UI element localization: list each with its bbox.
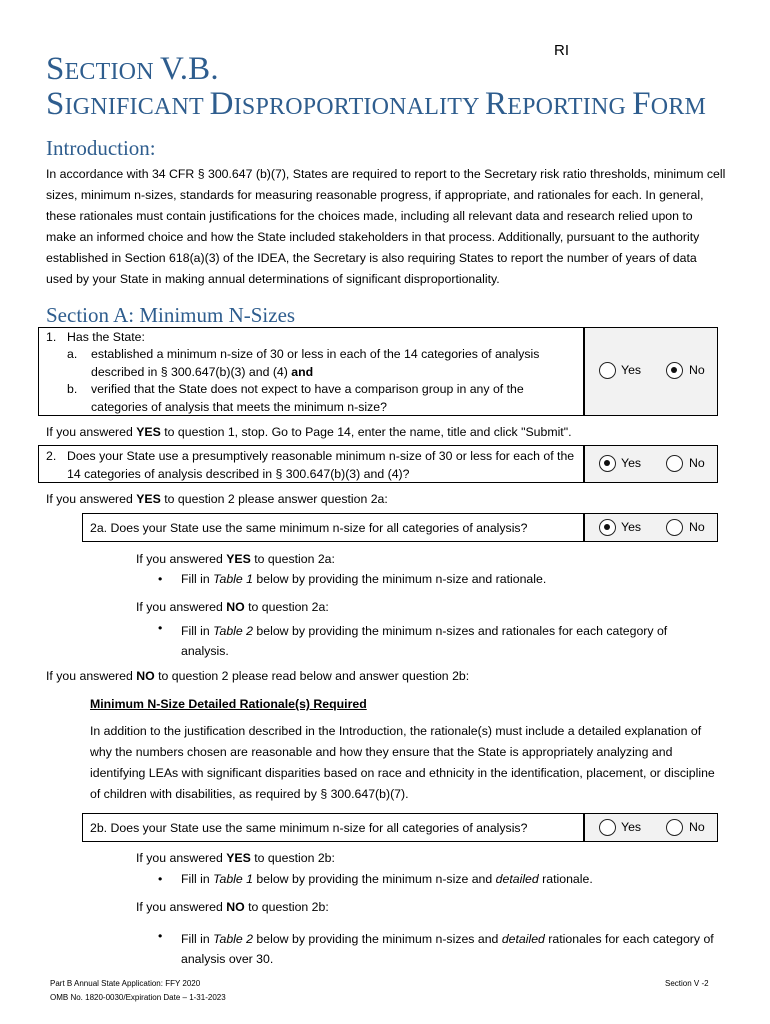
q1-yes-label: Yes — [621, 363, 642, 377]
q2b-no-instruction: If you answered NO to question 2b: — [136, 900, 329, 914]
intro-heading: Introduction: — [46, 136, 156, 160]
q2a-text: 2a. Does your State use the same minimum n-size for all categories of analysis? — [90, 521, 528, 535]
q2b-yes-bullet: Fill in Table 1 below by providing the minimum n-size and detailed rationale. — [181, 872, 593, 886]
q2-no-label: No — [689, 456, 705, 470]
q2-number: 2. — [46, 449, 57, 463]
page-title-line2: SIGNIFICANT DISPROPORTIONALITY REPORTING FORM — [46, 86, 707, 122]
question-2a-box — [82, 513, 718, 542]
rationale-body: In addition to the justification described in the Introduction, the rationale(s) must include a detailed explanation of why the numbers chosen are reasonable and how they ensure that the State is appropriately analyzing and identifying LEAs with significant disparities based on race and ethnicity in the identification, placement, or discipline of children with disabilities, as required by § 300.647(b)(7). — [90, 724, 715, 801]
q2-text: Does your State use a presumptively reasonable minimum n-size of 30 or less for each of the 14 categories of analysis described in § 300.647(b)(3) and (4)? — [67, 449, 575, 481]
bullet-icon: • — [158, 572, 163, 586]
q1-number: 1. — [46, 330, 57, 344]
page-title-line1: SECTION V.B. — [46, 51, 219, 87]
q1-no-radio[interactable] — [666, 362, 683, 379]
q2a-yes-instruction: If you answered YES to question 2a: — [136, 552, 335, 566]
footer-application: Part B Annual State Application: FFY 2020 — [50, 979, 201, 988]
bullet-icon: • — [158, 929, 163, 943]
q2a-no-bullet: Fill in Table 2 below by providing the minimum n-sizes and rationales for each category of analysis. — [181, 624, 668, 658]
footer-omb: OMB No. 1820-0030/Expiration Date – 1-31-2023 — [50, 993, 226, 1002]
state-code: RI — [554, 42, 569, 59]
q2-no-instruction: If you answered NO to question 2 please read below and answer question 2b: — [46, 669, 470, 683]
q2b-text: 2b. Does your State use the same minimum n-size for all categories of analysis? — [90, 821, 528, 835]
q1-a-text: established a minimum n-size of 30 or less in each of the 14 categories of analysis described in § 300.647(b)(3) and (4) and — [91, 347, 540, 379]
q2b-no-radio[interactable] — [666, 819, 683, 836]
q1-b-text: verified that the State does not expect to have a comparison group in any of the categories of analysis that meets the minimum n-size? — [91, 382, 524, 414]
q1-no-label: No — [689, 363, 705, 377]
bullet-icon: • — [158, 872, 163, 886]
q2b-yes-label: Yes — [621, 820, 642, 834]
question-2b-box — [82, 813, 718, 842]
q1-b-label: b. — [67, 382, 78, 396]
q1-a-label: a. — [67, 347, 78, 361]
q2a-no-instruction: If you answered NO to question 2a: — [136, 600, 329, 614]
q2a-yes-label: Yes — [621, 520, 642, 534]
q2a-no-radio[interactable] — [666, 519, 683, 536]
q2a-no-label: No — [689, 520, 705, 534]
q2b-no-bullet: Fill in Table 2 below by providing the minimum n-sizes and detailed rationales for each category of analysis over 30. — [181, 932, 714, 966]
section-a-heading: Section A: Minimum N-Sizes — [46, 303, 296, 327]
bullet-icon: • — [158, 621, 163, 635]
question-1-box — [38, 327, 718, 416]
q2b-yes-radio[interactable] — [599, 819, 616, 836]
q1-yes-radio[interactable] — [599, 362, 616, 379]
rationale-heading: Minimum N-Size Detailed Rationale(s) Required — [90, 697, 367, 711]
q2b-no-label: No — [689, 820, 705, 834]
q2-yes-instruction: If you answered YES to question 2 please answer question 2a: — [46, 492, 388, 506]
q2b-yes-instruction: If you answered YES to question 2b: — [136, 851, 335, 865]
question-2-box — [38, 445, 718, 483]
q1-lead: Has the State: — [67, 330, 145, 344]
q2a-yes-bullet: Fill in Table 1 below by providing the minimum n-size and rationale. — [181, 572, 547, 586]
q2-yes-label: Yes — [621, 456, 642, 470]
q2-no-radio[interactable] — [666, 455, 683, 472]
intro-body: In accordance with 34 CFR § 300.647 (b)(7), States are required to report to the Secretary risk ratio thresholds, minimum cell sizes, minimum n-sizes, standards for measuring reasonable progress, if appropriate, and rationales for each. In general, these rationales must contain justifications for the choices made, including all relevant data and research relied upon to make an informed choice and how the State included stakeholders in that process. Additionally, pursuant to the authority established in Section 618(a)(3) of the IDEA, the Secretary is also requiring States to report the number of years of data used by your State in making annual determinations of significant disproportionality. — [46, 167, 726, 286]
footer-page-number: Section V -2 — [665, 979, 709, 988]
q2a-yes-radio[interactable] — [599, 519, 616, 536]
q2-yes-radio[interactable] — [599, 455, 616, 472]
q1-instruction: If you answered YES to question 1, stop. Go to Page 14, enter the name, title and click "Submit". — [46, 425, 572, 439]
